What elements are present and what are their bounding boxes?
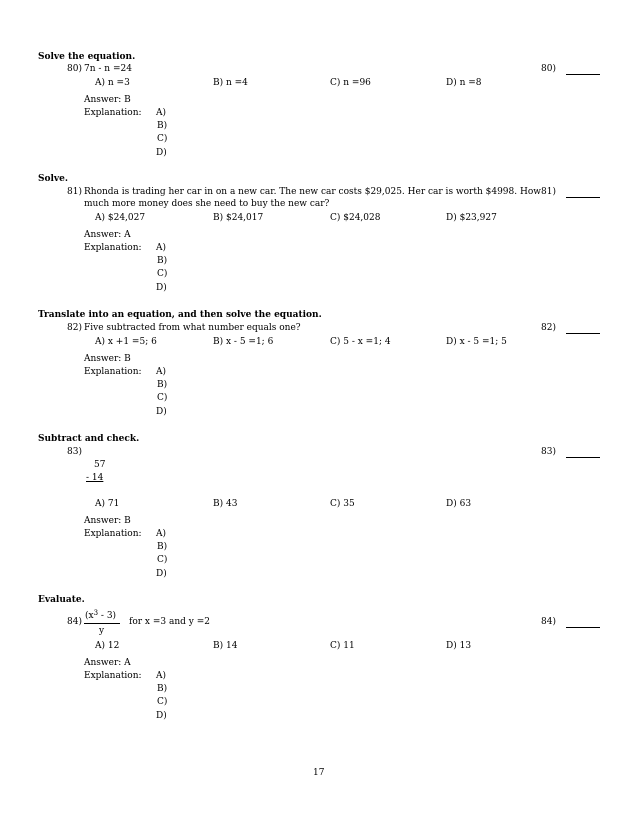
explanation-item: C) xyxy=(157,697,168,707)
explanation-item: B) xyxy=(157,684,168,694)
choice-b: B) $24,017 xyxy=(213,213,264,223)
explanation-item: B) xyxy=(157,380,168,390)
explanation-item: C) xyxy=(157,555,168,565)
explanation-item: A) xyxy=(156,367,167,377)
question-text: Five subtracted from what number equals one? xyxy=(84,323,301,333)
question-number: 83) xyxy=(67,447,82,457)
choice-d: D) n =8 xyxy=(446,78,482,88)
answer-blank xyxy=(566,457,600,458)
choice-c: C) $24,028 xyxy=(330,213,381,223)
question-text-line-2: much more money does she need to buy the new car? xyxy=(84,199,330,209)
section-header: Translate into an equation, and then solve the equation. xyxy=(38,310,322,320)
answer-line: Answer: B xyxy=(84,516,131,526)
fraction-denominator: y xyxy=(99,626,105,636)
answer-line: Answer: A xyxy=(84,658,131,668)
answer-line: Answer: B xyxy=(84,354,131,364)
page-number: 17 xyxy=(313,768,325,778)
answer-blank xyxy=(566,627,600,628)
explanation-item: D) xyxy=(156,148,167,158)
explanation-label: Explanation: xyxy=(84,671,142,681)
question-text: 7n - n =24 xyxy=(84,64,132,74)
explanation-item: C) xyxy=(157,134,168,144)
explanation-item: A) xyxy=(156,108,167,118)
side-question-number: 83) xyxy=(541,447,556,457)
choice-a: A) 71 xyxy=(95,499,120,509)
choice-a: A) n =3 xyxy=(95,78,130,88)
explanation-item: B) xyxy=(157,542,168,552)
side-question-number: 80) xyxy=(541,64,556,74)
explanation-label: Explanation: xyxy=(84,529,142,539)
choice-b: B) 14 xyxy=(213,641,238,651)
choice-c: C) 5 - x =1; 4 xyxy=(330,337,391,347)
choice-d: D) 63 xyxy=(446,499,472,509)
explanation-item: D) xyxy=(156,569,167,579)
choice-d: D) x - 5 =1; 5 xyxy=(446,337,507,347)
explanation-label: Explanation: xyxy=(84,243,142,253)
answer-line: Answer: A xyxy=(84,230,131,240)
choice-c: C) 11 xyxy=(330,641,355,651)
choice-a: A) $24,027 xyxy=(95,213,146,223)
subtraction-top-number: 57 xyxy=(94,460,106,470)
answer-blank xyxy=(566,74,600,75)
question-number: 84) xyxy=(67,617,82,627)
section-header: Solve the equation. xyxy=(38,52,136,62)
choice-c: C) 35 xyxy=(330,499,355,509)
side-question-number: 84) xyxy=(541,617,556,627)
explanation-item: C) xyxy=(157,393,168,403)
explanation-item: A) xyxy=(156,529,167,539)
explanation-label: Explanation: xyxy=(84,108,142,118)
choice-b: B) x - 5 =1; 6 xyxy=(213,337,274,347)
choice-d: D) 13 xyxy=(446,641,472,651)
explanation-item: B) xyxy=(157,256,168,266)
question-number: 81) xyxy=(67,187,82,197)
fraction-numerator: $(x^3 - 3)$ xyxy=(85,609,117,621)
side-question-number: 81) xyxy=(541,187,556,197)
explanation-item: D) xyxy=(156,711,167,721)
subtraction-bottom-number: - 14 xyxy=(86,473,104,483)
explanation-item: D) xyxy=(156,283,167,293)
choice-c: C) n =96 xyxy=(330,78,371,88)
explanation-item: A) xyxy=(156,243,167,253)
choice-a: A) x +1 =5; 6 xyxy=(95,337,157,347)
explanation-label: Explanation: xyxy=(84,367,142,377)
question-number: 80) xyxy=(67,64,82,74)
answer-blank xyxy=(566,197,600,198)
question-number: 82) xyxy=(67,323,82,333)
answer-line: Answer: B xyxy=(84,95,131,105)
section-header: Subtract and check. xyxy=(38,434,140,444)
evaluation-condition: for x =3 and y =2 xyxy=(129,617,210,627)
side-question-number: 82) xyxy=(541,323,556,333)
choice-a: A) 12 xyxy=(95,641,120,651)
choice-b: B) n =4 xyxy=(213,78,248,88)
explanation-item: C) xyxy=(157,269,168,279)
fraction-bar xyxy=(84,623,120,624)
choice-d: D) $23,927 xyxy=(446,213,497,223)
section-header: Solve. xyxy=(38,174,69,184)
section-header: Evaluate. xyxy=(38,595,85,605)
choice-b: B) 43 xyxy=(213,499,238,509)
question-text-line-1: Rhonda is trading her car in on a new car. The new car costs $29,025. Her car is worth $4998. How xyxy=(84,187,541,197)
explanation-item: B) xyxy=(157,121,168,131)
explanation-item: A) xyxy=(156,671,167,681)
answer-blank xyxy=(566,333,600,334)
explanation-item: D) xyxy=(156,407,167,417)
